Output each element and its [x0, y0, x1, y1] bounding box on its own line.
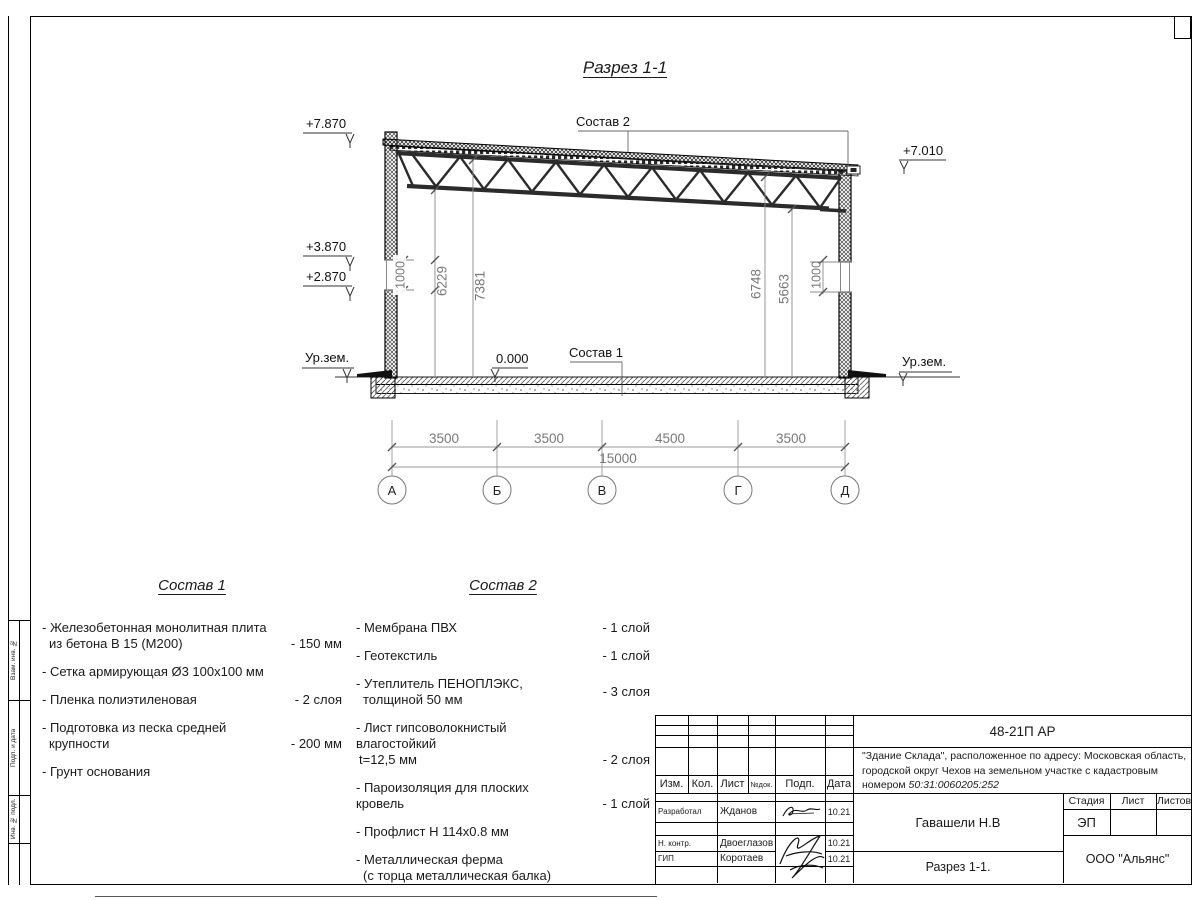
row-date-ncontrol: 10.21 — [827, 838, 851, 848]
company-name: ООО "Альянс" — [1085, 852, 1170, 866]
list-item — [356, 676, 650, 708]
list-item — [356, 852, 650, 884]
list-item — [356, 648, 650, 664]
list-item — [42, 664, 342, 680]
elevation-mid-upper: +3.870 — [306, 239, 347, 254]
dim-right-5663: 5663 — [776, 273, 792, 305]
ground-label-left: Ур.зем. — [305, 350, 350, 365]
item-text: - Пароизоляция для плоских кровель — [356, 780, 529, 811]
section-drawing — [280, 95, 1020, 525]
dim-3500-3: 3500 — [775, 431, 807, 446]
list-item — [356, 620, 650, 636]
item-value: - 200 мм — [290, 736, 342, 751]
right-wall — [839, 170, 851, 378]
sheets-label: Листов — [1156, 795, 1192, 807]
list-item — [356, 720, 650, 768]
list-item — [356, 824, 650, 840]
doc-number: 48-21П АР — [989, 723, 1056, 739]
frame-side-strip-divider — [19, 620, 20, 885]
list-item — [42, 620, 342, 652]
elevation-top-left: +7.870 — [306, 116, 347, 131]
stamp-header-podp: Подп. — [785, 778, 815, 790]
item-text2: крупности — [49, 736, 110, 751]
stage-value: ЭП — [1077, 814, 1096, 830]
axis-d: Д — [840, 483, 850, 498]
dim-left-7381: 7381 — [472, 270, 488, 302]
row-role-gip: ГИП — [658, 854, 674, 863]
composition1-title: Состав 1 — [158, 577, 226, 594]
item-text: - Железобетонная монолитная плита — [42, 620, 267, 635]
stamp-header-kol: Кол. — [691, 778, 714, 790]
item-text: - Пленка полиэтиленовая — [42, 692, 197, 707]
composition2-label: Состав 2 — [576, 114, 630, 129]
truss-end-beam — [820, 210, 846, 212]
dim-3500-2: 3500 — [533, 431, 565, 446]
item-value: - 1 слой — [602, 796, 650, 811]
cadastral-prefix: номером — [862, 779, 909, 791]
item-text2: t=12,5 мм — [359, 752, 417, 767]
stamp-header-ndok: №док. — [750, 779, 773, 789]
item-value: - 150 мм — [290, 636, 342, 651]
left-toe-plate — [357, 370, 392, 377]
ground-label-right: Ур.зем. — [902, 354, 947, 369]
row-name-gip: Коротаев — [720, 853, 764, 864]
side-label-podp-data: Подп. и дата — [10, 728, 17, 767]
axis-b: Б — [492, 483, 502, 498]
item-text: - Профлист Н 114х0.8 мм — [356, 824, 509, 839]
item-text: - Сетка армирующая Ø3 100х100 мм — [42, 664, 264, 679]
floor-slab — [357, 370, 886, 398]
list-item — [356, 780, 650, 812]
elevation-top-right: +7.010 — [903, 143, 944, 158]
item-text: - Геотекстиль — [356, 648, 438, 663]
item-text: - Грунт основания — [42, 764, 151, 779]
item-value: - 1 слой — [602, 648, 650, 663]
row-name-ncontrol: Двоеглазов — [720, 837, 774, 849]
item-text2: толщиной 50 мм — [363, 692, 463, 707]
chief-name: Гавашели Н.В — [915, 814, 1001, 830]
item-text: - Мембрана ПВХ — [356, 620, 457, 635]
signature-gip — [776, 830, 828, 882]
item-text2: из бетона В 15 (М200) — [49, 636, 183, 651]
axis-g: Г — [734, 483, 742, 498]
dim-left-6229: 6229 — [434, 265, 450, 297]
composition2-block — [356, 578, 650, 896]
side-label-inv-podl: Инв. № подл. — [10, 798, 17, 840]
row-role-ncontrol: Н. контр. — [658, 838, 692, 848]
section-title: Разрез 1-1 — [582, 58, 668, 77]
stage-label: Стадия — [1068, 795, 1105, 807]
project-description — [862, 749, 1188, 791]
sheet-title: Разрез 1-1. — [925, 860, 991, 874]
item-value: - 2 слоя — [602, 752, 650, 767]
dim-right-6748: 6748 — [748, 268, 764, 300]
item-text2: (с торца металлическая балка) — [363, 868, 552, 883]
item-text: - Лист гипсоволокнистый влагостойкий — [356, 720, 507, 751]
composition1-block — [42, 578, 342, 792]
cadastral-number: 50:31:0060205:252 — [908, 779, 1000, 791]
list-item — [42, 692, 342, 708]
list-item — [42, 720, 342, 752]
horizontal-dimensions — [388, 420, 849, 477]
row-date-gip: 10.21 — [827, 853, 851, 864]
project-line-3 — [862, 778, 1188, 793]
composition1-label: Состав 1 — [569, 345, 623, 360]
stamp-header-data: Дата — [826, 778, 852, 790]
side-label-vzam-inv: Взам. инв. № — [10, 639, 17, 681]
axis-v: В — [597, 483, 607, 498]
dim-right-1000: 1000 — [809, 261, 824, 289]
dim-3500-1: 3500 — [428, 431, 460, 446]
project-line-1: "Здание Склада", расположенное по адресу: Московская область, — [862, 750, 1187, 762]
signature-developer — [780, 802, 822, 822]
item-text: - Подготовка из песка средней — [42, 720, 227, 735]
composition2-title: Состав 2 — [469, 577, 537, 594]
stamp-header-izm: Изм. — [659, 778, 684, 790]
item-value: - 2 слоя — [294, 692, 342, 707]
left-footing — [371, 377, 395, 398]
strip-line-4 — [8, 843, 30, 844]
item-value: - 1 слой — [602, 620, 650, 635]
dim-left-1000: 1000 — [393, 261, 408, 289]
page-bottom-edge — [95, 896, 657, 897]
row-date-developer: 10.21 — [827, 806, 851, 817]
item-value: - 3 слоя — [602, 684, 650, 699]
elevation-mid-lower: +2.870 — [306, 269, 347, 284]
dim-4500: 4500 — [654, 431, 686, 446]
right-window-band — [841, 262, 850, 292]
right-footing — [845, 377, 869, 398]
stamp-header-list: Лист — [720, 778, 745, 790]
sheet-label: Лист — [1121, 795, 1145, 807]
project-line-2: городской округ Чехов на земельном участке с кадастровым — [862, 764, 1158, 777]
list-item — [42, 764, 342, 780]
row-role-developer: Разработал — [658, 807, 702, 816]
axis-bubbles — [378, 476, 859, 504]
item-text: - Утеплитель ПЕНОПЛЭКС, — [356, 676, 523, 691]
axis-a: А — [387, 483, 397, 498]
row-name-developer: Жданов — [720, 806, 758, 817]
item-text: - Металлическая ферма — [356, 852, 503, 867]
dim-15000: 15000 — [599, 451, 637, 466]
right-toe-plate — [848, 370, 886, 377]
elevation-zero: 0.000 — [496, 351, 529, 366]
corner-box — [1174, 17, 1191, 39]
